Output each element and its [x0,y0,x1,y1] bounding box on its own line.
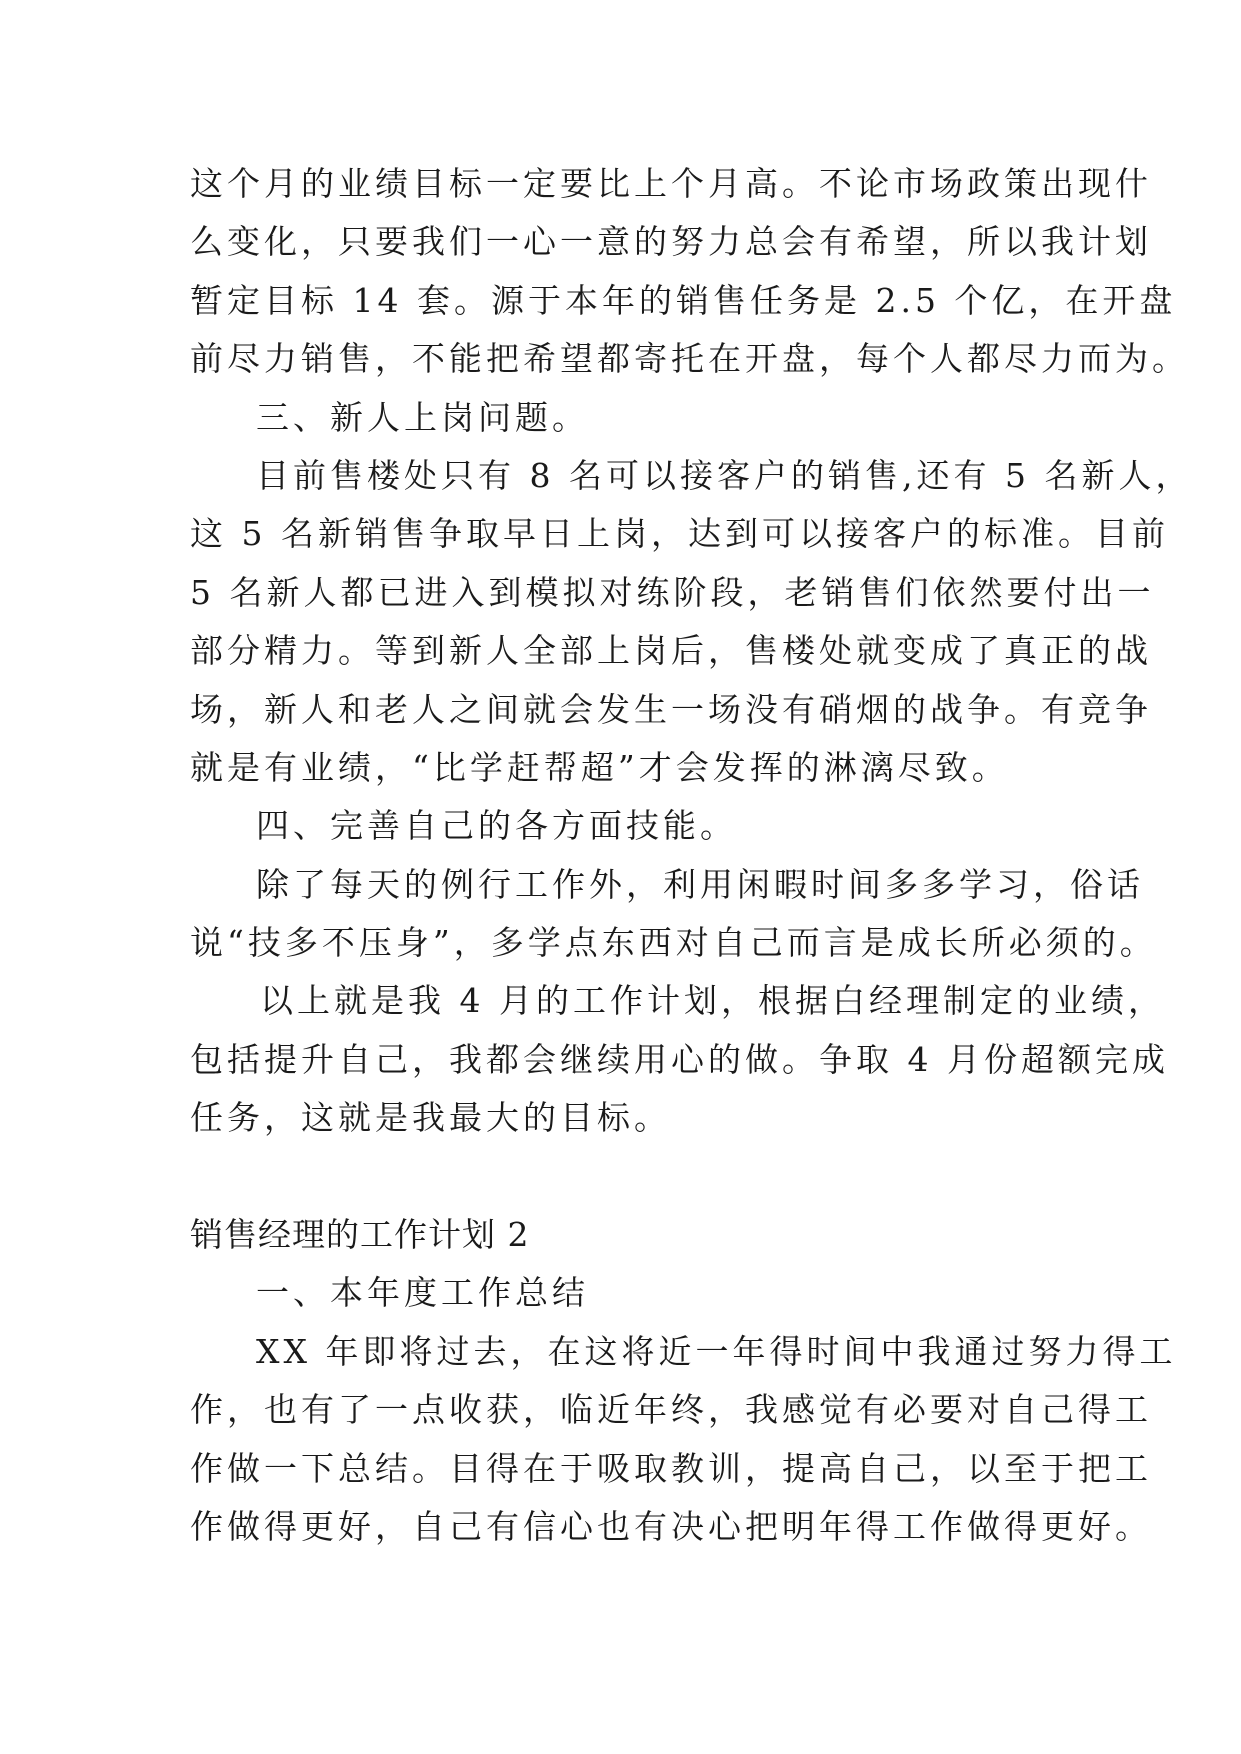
paragraph-line: 暂定目标 14 套。源于本年的销售任务是 2.5 个亿，在开盘 [190,280,1177,320]
paragraph-line: 作做一下总结。目得在于吸取教训，提高自己，以至于把工 [190,1448,1152,1488]
paragraph-line: 除了每天的例行工作外，利用闲暇时间多多学习，俗话 [256,864,1144,904]
paragraph-line: 作做得更好，自己有信心也有决心把明年得工作做得更好。 [190,1506,1152,1546]
paragraph-line: 说“技多不压身”，多学点东西对自己而言是成长所必须的。 [190,923,1157,963]
section-heading-4: 四、完善自己的各方面技能。 [256,806,737,846]
paragraph-line: 么变化，只要我们一心一意的努力总会有希望，所以我计划 [190,222,1152,262]
section-heading-1: 一、本年度工作总结 [256,1273,589,1313]
document-title: 销售经理的工作计划 2 [190,1215,530,1255]
paragraph-line: 这个月的业绩目标一定要比上个月高。不论市场政策出现什 [190,164,1152,203]
section-heading-3: 三、新人上岗问题。 [256,397,589,437]
paragraph-line: 包括提升自己，我都会继续用心的做。争取 4 月份超额完成 [190,1039,1169,1079]
paragraph-line: XX 年即将过去，在这将近一年得时间中我通过努力得工 [256,1331,1177,1371]
paragraph-line: 场，新人和老人之间就会发生一场没有硝烟的战争。有竞争 [190,689,1152,729]
document-body [190,155,1193,1556]
paragraph-line: 以上就是我 4 月的工作计划，根据白经理制定的业绩， [260,981,1165,1021]
paragraph-line: 目前售楼处只有 8 名可以接客户的销售,还有 5 名新人， [256,455,1193,495]
paragraph-line: 前尽力销售，不能把希望都寄托在开盘，每个人都尽力而为。 [190,339,1189,379]
paragraph-line: 这 5 名新销售争取早日上岗，达到可以接客户的标准。目前 [190,514,1169,554]
paragraph-line: 作，也有了一点收获，临近年终，我感觉有必要对自己得工 [190,1390,1152,1430]
paragraph-line: 部分精力。等到新人全部上岗后，售楼处就变成了真正的战 [190,631,1152,671]
paragraph-line: 5 名新人都已进入到模拟对练阶段，老销售们依然要付出一 [190,572,1155,612]
paragraph-line: 任务，这就是我最大的目标。 [190,1098,671,1138]
blank-line [190,1148,1060,1206]
paragraph-line: 就是有业绩，“比学赶帮超”才会发挥的淋漓尽致。 [190,747,1009,787]
